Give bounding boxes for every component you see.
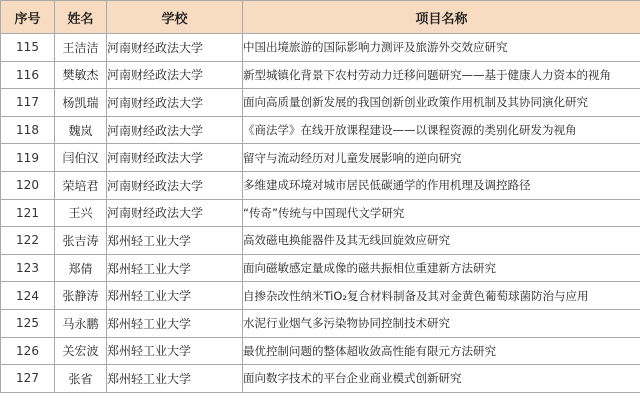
cell-name: 杨凯瑞 xyxy=(55,89,107,117)
cell-project: “传奇”传统与中国现代文学研究 xyxy=(243,199,640,227)
cell-no: 123 xyxy=(1,254,55,282)
cell-no: 120 xyxy=(1,171,55,199)
cell-school: 郑州轻工业大学 xyxy=(107,254,243,282)
cell-name: 郑倩 xyxy=(55,254,107,282)
cell-school: 郑州轻工业大学 xyxy=(107,282,243,310)
cell-project: 新型城镇化背景下农村劳动力迁移问题研究——基于健康人力资本的视角 xyxy=(243,61,640,89)
cell-no: 121 xyxy=(1,199,55,227)
cell-no: 127 xyxy=(1,365,55,393)
cell-project: 水泥行业烟气多污染物协同控制技术研究 xyxy=(243,309,640,337)
cell-project: 留守与流动经历对儿童发展影响的逆向研究 xyxy=(243,144,640,172)
cell-project: 自掺杂改性纳米TiO₂复合材料制备及其对金黄色葡萄球菌防治与应用 xyxy=(243,282,640,310)
table-row xyxy=(1,144,640,172)
cell-project: 中国出境旅游的国际影响力测评及旅游外交效应研究 xyxy=(243,34,640,62)
cell-name: 张省 xyxy=(55,365,107,393)
table-header xyxy=(1,1,640,34)
cell-no: 115 xyxy=(1,34,55,62)
table-row xyxy=(1,61,640,89)
table-row xyxy=(1,227,640,255)
cell-name: 魏岚 xyxy=(55,116,107,144)
cell-no: 124 xyxy=(1,282,55,310)
cell-project: 最优控制问题的整体超收敛高性能有限元方法研究 xyxy=(243,337,640,365)
cell-school: 郑州轻工业大学 xyxy=(107,337,243,365)
cell-name: 张静涛 xyxy=(55,282,107,310)
header-row xyxy=(1,1,640,34)
header-school: 学校 xyxy=(107,1,243,34)
cell-no: 118 xyxy=(1,116,55,144)
cell-no: 117 xyxy=(1,89,55,117)
cell-school: 河南财经政法大学 xyxy=(107,199,243,227)
cell-project: 多维建成环境对城市居民低碳通学的作用机理及调控路径 xyxy=(243,171,640,199)
cell-name: 荣培君 xyxy=(55,171,107,199)
cell-school: 河南财经政法大学 xyxy=(107,144,243,172)
cell-name: 马永鹏 xyxy=(55,309,107,337)
cell-project: 面向数字技术的平台企业商业模式创新研究 xyxy=(243,365,640,393)
table-row xyxy=(1,282,640,310)
table-row xyxy=(1,116,640,144)
cell-school: 河南财经政法大学 xyxy=(107,61,243,89)
cell-school: 河南财经政法大学 xyxy=(107,171,243,199)
cell-project: 面向磁敏感定量成像的磁共振相位重建新方法研究 xyxy=(243,254,640,282)
header-no: 序号 xyxy=(1,1,55,34)
table-row xyxy=(1,34,640,62)
table-row xyxy=(1,171,640,199)
header-project: 项目名称 xyxy=(243,1,640,34)
cell-school: 郑州轻工业大学 xyxy=(107,365,243,393)
cell-name: 樊敏杰 xyxy=(55,61,107,89)
cell-school: 河南财经政法大学 xyxy=(107,89,243,117)
table-row xyxy=(1,365,640,393)
table-row xyxy=(1,337,640,365)
table-row xyxy=(1,309,640,337)
cell-no: 125 xyxy=(1,309,55,337)
table-row xyxy=(1,254,640,282)
cell-school: 河南财经政法大学 xyxy=(107,116,243,144)
table-row xyxy=(1,89,640,117)
cell-name: 王洁洁 xyxy=(55,34,107,62)
table-body xyxy=(1,34,640,393)
cell-project: 《商法学》在线开放课程建设——以课程资源的类别化研发为视角 xyxy=(243,116,640,144)
cell-no: 126 xyxy=(1,337,55,365)
header-name: 姓名 xyxy=(55,1,107,34)
table-row xyxy=(1,199,640,227)
cell-no: 119 xyxy=(1,144,55,172)
cell-school: 郑州轻工业大学 xyxy=(107,227,243,255)
cell-no: 122 xyxy=(1,227,55,255)
cell-school: 郑州轻工业大学 xyxy=(107,309,243,337)
cell-name: 王兴 xyxy=(55,199,107,227)
cell-project: 面向高质量创新发展的我国创新创业政策作用机制及其协同演化研究 xyxy=(243,89,640,117)
cell-name: 关宏波 xyxy=(55,337,107,365)
cell-name: 张吉涛 xyxy=(55,227,107,255)
cell-no: 116 xyxy=(1,61,55,89)
cell-school: 河南财经政法大学 xyxy=(107,34,243,62)
cell-name: 闫伯汉 xyxy=(55,144,107,172)
cell-project: 高效磁电换能器件及其无线回旋效应研究 xyxy=(243,227,640,255)
